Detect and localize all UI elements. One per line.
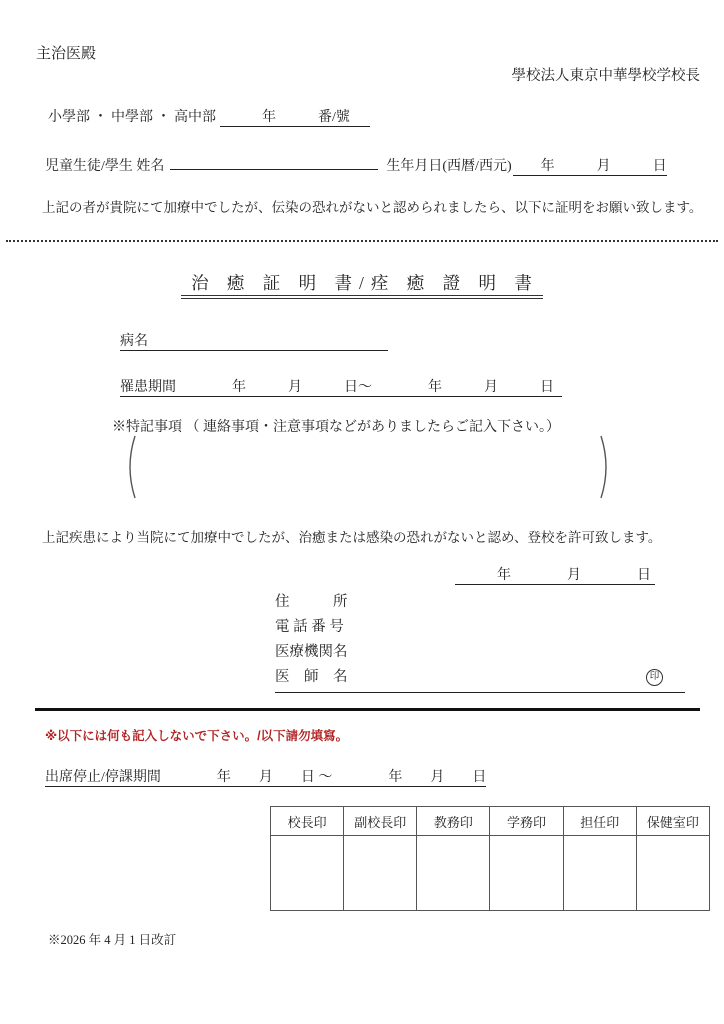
right-parenthesis [598,434,614,505]
grade-line [48,106,370,127]
issuer-line: 學校法人東京中華學校学校長 [511,68,700,84]
illness-period-fill-line: 罹患期間 年 月 日〜 年 月 日 [120,376,562,397]
stamp-header-homeroom: 担任印 [563,807,636,836]
grade-label: 小學部 ・ 中學部 ・ 高中部 [48,110,216,125]
revision-note: ※2026 年 4 月 1 日改訂 [48,933,177,947]
stamp-cell [271,836,344,911]
dotted-separator [6,240,718,242]
stamp-header-vice-principal: 副校長印 [344,807,417,836]
student-name-line [45,152,705,176]
addressee: 主治医殿 [36,46,97,62]
dob-label: 生年月日(西暦/西元) [386,159,512,174]
stamp-cell [636,836,709,911]
approval-stamp-table [270,806,710,911]
stamp-header-academic-affairs: 教務印 [417,807,490,836]
suspension-period-line [45,766,486,787]
disease-name-fill-line: 病名 [120,330,388,351]
certificate-title: 治 癒 証 明 書/痊 癒 證 明 書 [0,270,724,295]
permission-text: 上記疾患により当院にて加療中でしたが、治癒または感染の恐れがないと認め、登校を許可致します。 [42,530,662,545]
stamp-cell [417,836,490,911]
stamp-cell [344,836,417,911]
stamp-header-principal: 校長印 [271,807,344,836]
certificate-date-fill-line: 年 月 日 [455,564,655,585]
clinic-info-block [275,590,685,693]
suspension-period-fill-line: 出席停止/停課期間 年 月 日 ～ 年 月 日 [45,766,486,787]
left-parenthesis [122,434,138,505]
certificate-date-line [455,564,655,585]
doctor-seal-mark: 印 [646,669,663,686]
institution-label: 医療機関名 [275,644,348,660]
illness-period-line [120,376,562,397]
section-divider [35,708,700,711]
grade-fill-line: 年 番/號 [220,106,370,127]
stamp-header-health-room: 保健室印 [636,807,709,836]
stamp-cell [490,836,563,911]
doctor-name-fill-line [275,665,685,693]
student-name-label: 児童生徒/學生 姓名 [45,159,165,174]
stamp-table-body-row [271,836,710,911]
stamp-header-school-affairs: 学務印 [490,807,563,836]
stamp-table-header-row [271,807,710,836]
address-label: 住 所 [275,594,348,610]
student-name-fill-line [170,152,378,170]
disease-name-line [120,330,388,351]
dob-fill-line: 年 月 日 [513,155,667,176]
doctor-name-label: 医 師 名 [275,669,348,685]
phone-label: 電 話 番 号 [275,619,344,635]
no-entry-warning: ※以下には何も記入しないで下さい。/以下請勿填寫。 [45,729,349,743]
stamp-cell [563,836,636,911]
special-notes-label: ※特記事項 （ 連絡事項・注意事項などがありましたらご記入下さい。） [112,420,560,435]
request-text: 上記の者が貴院にて加療中でしたが、伝染の恐れがないと認められましたら、以下に証明をお願い致します。 [42,200,703,215]
